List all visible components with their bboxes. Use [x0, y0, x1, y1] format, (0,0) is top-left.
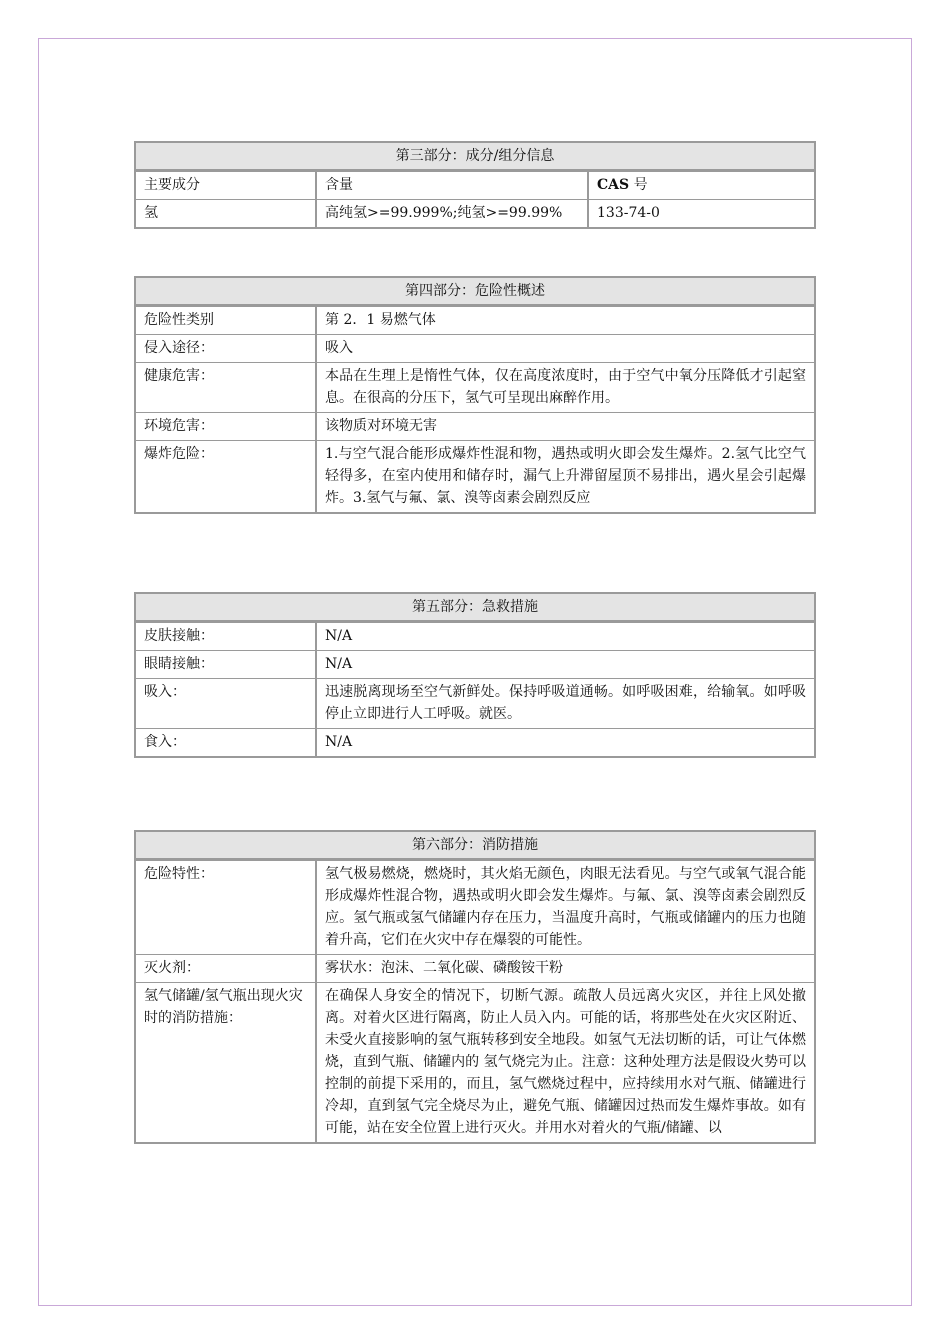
- row-value: 该物质对环境无害: [325, 418, 437, 434]
- row-label: 灭火剂：: [136, 955, 317, 982]
- table-row: [136, 334, 814, 362]
- table-row: [136, 728, 814, 756]
- table-row: [136, 650, 814, 678]
- row-value: 雾状水：泡沫、二氧化碳、磷酸铵干粉: [325, 960, 563, 976]
- row-label: 氢气储罐/氢气瓶出现火灾时的消防措施：: [136, 983, 317, 1142]
- table-row: [136, 678, 814, 728]
- table-row: [136, 622, 814, 650]
- row-label: 皮肤接触：: [136, 623, 317, 650]
- row-label: 吸入：: [136, 679, 317, 728]
- row-label: 爆炸危险：: [136, 441, 317, 512]
- cas-label: CAS: [597, 177, 630, 193]
- ingredient-cell: 氢: [136, 200, 317, 227]
- section-firefighting: [134, 830, 816, 1144]
- row-value: 氢气极易燃烧，燃烧时，其火焰无颜色，肉眼无法看见。与空气或氧气混合能形成爆炸性混合物，遇热或明火即会发生爆炸。与氟、氯、溴等卤素会剧烈反应。氢气瓶或氢气储罐内存在压力，当温度升高时，气瓶或储罐内的压力也随着升高，它们在火灾中存在爆裂的可能性。: [325, 866, 806, 948]
- row-label: 食入：: [136, 729, 317, 756]
- col-header-content: 含量: [317, 172, 589, 199]
- section-hazards: [134, 276, 816, 514]
- cas-cell: 133-74-0: [597, 205, 660, 221]
- col-header-cas: [589, 172, 814, 199]
- table-row: [136, 199, 814, 227]
- section-title: 第五部分：急救措施: [136, 594, 814, 622]
- section-title: 第三部分：成分/组分信息: [136, 143, 814, 171]
- section-first-aid: [134, 592, 816, 758]
- section-title: 第六部分：消防措施: [136, 832, 814, 860]
- row-label: 环境危害：: [136, 413, 317, 440]
- row-value: 迅速脱离现场至空气新鲜处。保持呼吸道通畅。如呼吸困难，给输氧。如呼吸停止立即进行人工呼吸。就医。: [325, 684, 806, 722]
- row-label: 危险特性：: [136, 861, 317, 954]
- cas-suffix: 号: [629, 177, 648, 193]
- section-composition: [134, 141, 816, 229]
- row-value: 吸入: [325, 340, 353, 356]
- row-value: N/A: [325, 734, 353, 750]
- table-row: [136, 362, 814, 412]
- row-value: 本品在生理上是惰性气体，仅在高度浓度时，由于空气中氧分压降低才引起窒息。在很高的分压下，氢气可呈现出麻醉作用。: [325, 368, 806, 406]
- row-value: N/A: [325, 656, 353, 672]
- col-header-ingredient: 主要成分: [136, 172, 317, 199]
- table-row: [136, 306, 814, 334]
- row-label: 健康危害：: [136, 363, 317, 412]
- row-value: 1.与空气混合能形成爆炸性混和物，遇热或明火即会发生爆炸。2.氢气比空气轻得多，在室内使用和储存时，漏气上升滞留屋顶不易排出，遇火星会引起爆炸。3.氢气与氟、氯、溴等卤素会剧烈反应: [325, 446, 806, 506]
- table-header-row: [136, 171, 814, 199]
- table-row: [136, 412, 814, 440]
- table-row: [136, 860, 814, 954]
- table-row: [136, 982, 814, 1142]
- row-label: 眼睛接触：: [136, 651, 317, 678]
- table-row: [136, 440, 814, 512]
- content-cell: 高纯氢>=99.999%;纯氢>=99.99%: [317, 200, 589, 227]
- row-label: 危险性类别: [136, 307, 317, 334]
- row-value: N/A: [325, 628, 353, 644]
- row-label: 侵入途径：: [136, 335, 317, 362]
- row-value: 在确保人身安全的情况下，切断气源。疏散人员远离火灾区，并往上风处撤离。对着火区进行隔离，防止人员入内。可能的话，将那些处在火灾区附近、未受火直接影响的氢气瓶转移到安全地段。如氢气无法切断的话，可让气体燃烧，直到气瓶、储罐内的 氢气烧完为止。注意：这种处理方法是假设火势可以控制的前提下采用的，而且，氢气燃烧过程中，应持续用水对气瓶、储罐进行冷却，直到氢气完全烧尽为止，避免气瓶、储罐因过热而发生爆炸事故。如有可能，站在安全位置上进行灭火。并用水对着火的气瓶/储罐、以: [325, 988, 806, 1136]
- table-row: [136, 954, 814, 982]
- row-value: 第 2．1 易燃气体: [325, 312, 436, 328]
- section-title: 第四部分：危险性概述: [136, 278, 814, 306]
